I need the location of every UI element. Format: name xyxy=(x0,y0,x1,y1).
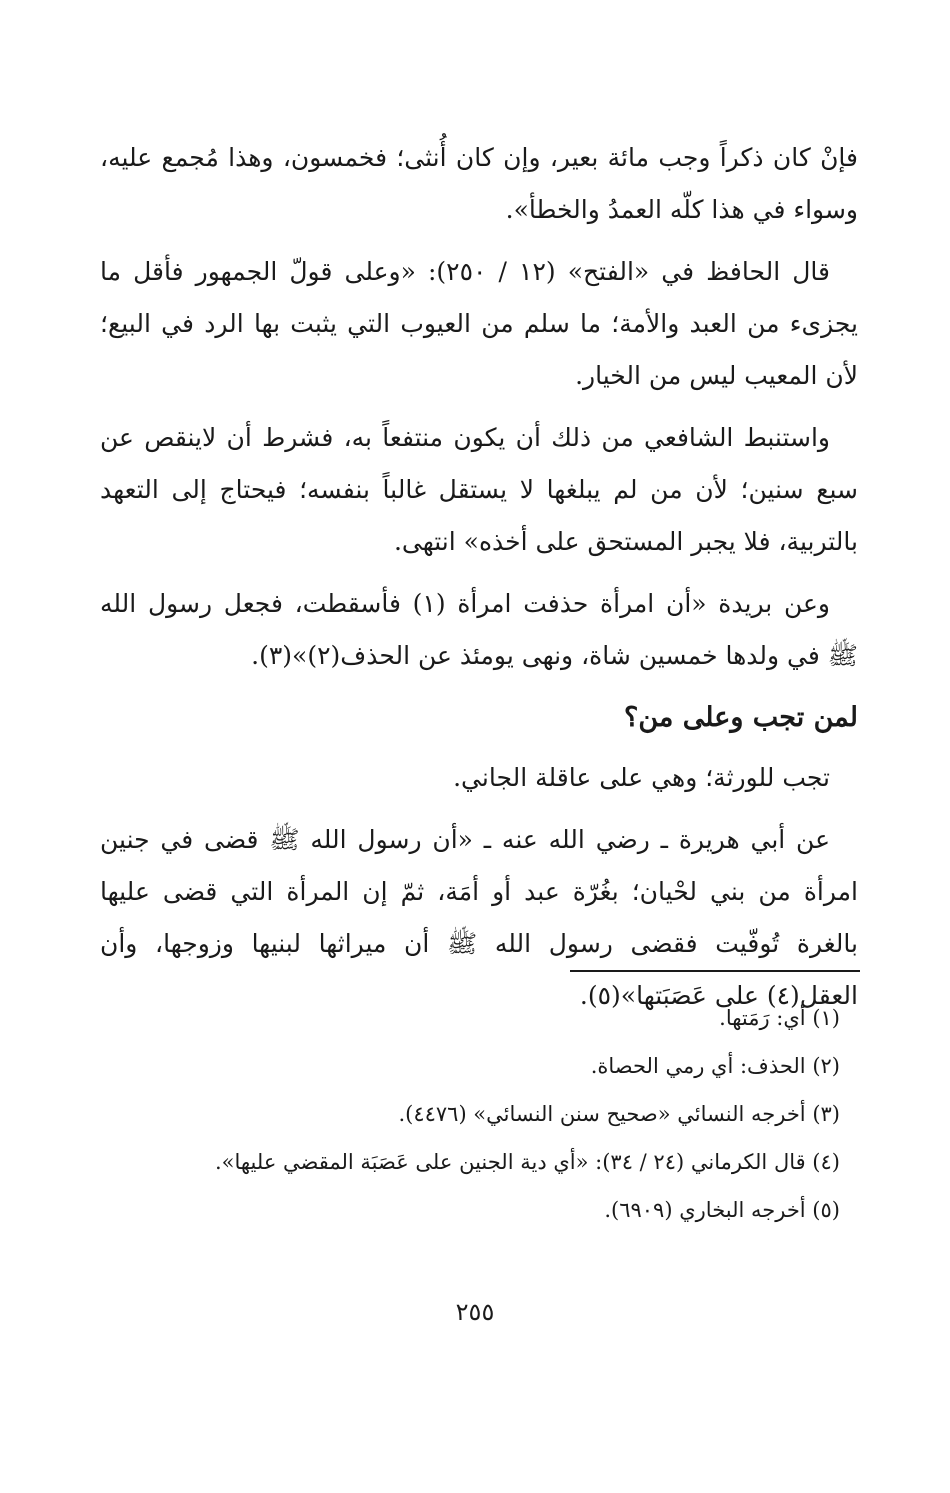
paragraph-3: واستنبط الشافعي من ذلك أن يكون منتفعاً به، فشرط أن لاينقص عن سبع سنين؛ لأن من لم يبلغها لا يستقل غالباً بنفسه؛ فيحتاج إلى التعهد بالتربية، فلا يجبر المستحق على أخذه» انتهى. xyxy=(100,423,858,556)
footnote-3: (٣) أخرجه النسائي «صحيح سنن النسائي» (٤٤٧٦). xyxy=(398,1102,840,1126)
footnote-1: (١) أي: رَمَتها. xyxy=(719,1006,840,1030)
footnote-5: (٥) أخرجه البخاري (٦٩٠٩). xyxy=(604,1198,840,1222)
paragraph-5: تجب للورثة؛ وهي على عاقلة الجاني. xyxy=(453,763,830,792)
paragraph-2: قال الحافظ في «الفتح» (١٢ / ٢٥٠): «وعلى قولّ الجمهور فأقل ما يجزىء من العبد والأمة؛ ما سلم من العيوب التي يثبت بها الرد في البيع؛ لأن المعيب ليس من الخيار. xyxy=(100,257,858,390)
paragraph-4: وعن بريدة «أن امرأة حذفت امرأة (١) فأسقطت، فجعل رسول الله ﷺ في ولدها خمسين شاة، ونهى يومئذ عن الحذف(٢)»(٣). xyxy=(100,589,858,670)
footnote-4: (٤) قال الكرماني (٢٤ / ٣٤): «أي دية الجنين على عَصَبَة المقضي عليها». xyxy=(214,1150,840,1174)
footnotes xyxy=(100,996,840,1236)
paragraph-6: عن أبي هريرة ـ رضي الله عنه ـ «أن رسول الله ﷺ قضى في جنين امرأة من بني لحْيان؛ بغُرّة عبد أو أمَة، ثمّ إن المرأة التي قضى عليها بالغرة تُوفّيت فقضى رسول الله ﷺ أن ميراثها لبنيها وزوجها، وأن العقل(٤) على عَصَبَتها»(٥). xyxy=(100,825,858,1010)
paragraph-1: فإنْ كان ذكراً وجب مائة بعير، وإن كان أُنثى؛ فخمسون، وهذا مُجمع عليه، وسواء في هذا كلّه العمدُ والخطأ». xyxy=(100,143,858,224)
page-number: ٢٥٥ xyxy=(455,1298,495,1326)
footnote-divider xyxy=(570,970,860,972)
section-heading: لمن تجب وعلى من؟ xyxy=(624,702,858,733)
footnote-2: (٢) الحذف: أي رمي الحصاة. xyxy=(590,1054,840,1078)
main-text xyxy=(100,132,858,1032)
